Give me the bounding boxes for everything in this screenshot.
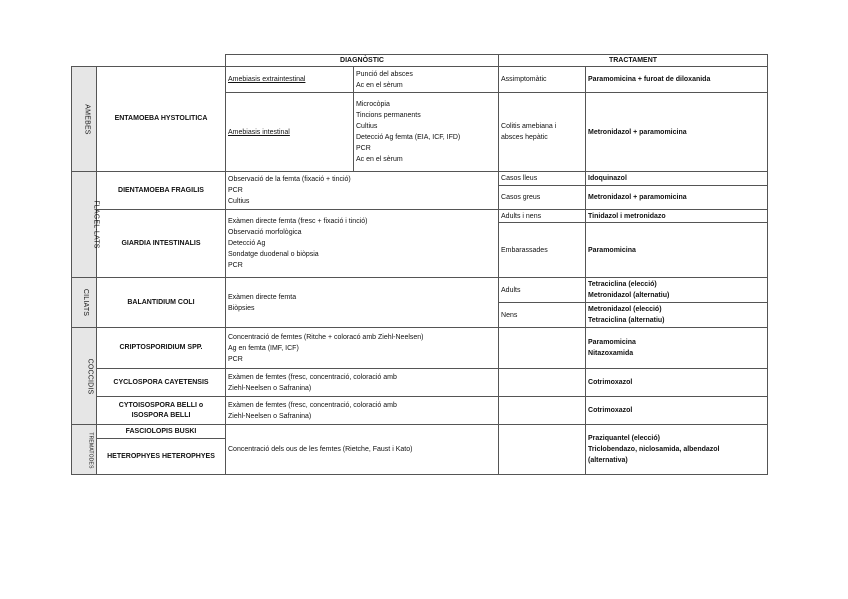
amebiasis-extraintestinal-label: Amebiasis extraintestinal [226,67,354,93]
cyclospora-treatment: Cotrimoxazol [586,369,768,397]
cystoisospora-diagnosis: Exàmen de femtes (fresc, concentració, coloració amb Ziehl-Neelsen o Safranina) [226,397,499,425]
treatment-header: TRACTAMENT [499,55,768,67]
group-amebes: AMEBES [72,67,97,172]
condition-adults: Adults [499,278,586,303]
organism-cryptosporidium: CRIPTOSPORIDIUM SPP. [97,328,226,369]
amebiasis-intestinal-label: Amebiasis intestinal [226,93,354,172]
treatment-severe: Metronidazol + paramomicina [586,186,768,210]
parasite-table [71,54,768,475]
condition-adults-children: Adults i nens [499,210,586,223]
condition-mild: Casos lleus [499,172,586,186]
balantidium-diagnosis: Exàmen directe femta Biòpsies [226,278,499,328]
condition-pregnant: Embarassades [499,223,586,278]
organism-cystoisospora: CYTOISOSPORA BELLI o ISOSPORA BELLI [97,397,226,425]
organism-balantidium: BALANTIDIUM COLI [97,278,226,328]
treatment-intestinal: Metronidazol + paramomicina [586,93,768,172]
condition-severe: Casos greus [499,186,586,210]
organism-entamoeba: ENTAMOEBA HYSTOLITICA [97,67,226,172]
organism-cyclospora: CYCLOSPORA CAYETENSIS [97,369,226,397]
giardia-diagnosis: Exàmen directe femta (fresc + fixació i tinció) Observació morfològica Detecció Ag Sondatge duodenal o biòpsia PCR [226,210,499,278]
condition-colitis: Colitis amebiana i absces hepàtic [499,93,586,172]
cryptosporidium-treatment: Paramomicina Nitazoxamida [586,328,768,369]
organism-dientamoeba: DIENTAMOEBA FRAGILIS [97,172,226,210]
treatment-extraintestinal: Paramomicina + furoat de diloxanida [586,67,768,93]
intestinal-methods: Microcòpia Tincions permanents Cultius Detecció Ag femta (EIA, ICF, IFD) PCR Ac en el sèrum [354,93,499,172]
diagnostic-header: DIAGNÒSTIC [226,55,499,67]
condition-children: Nens [499,303,586,328]
trematodes-diagnosis: Concentració dels ous de les femtes (Rietche, Faust i Kato) [226,425,499,475]
group-coccidis: COCCIDIS [72,328,97,425]
treatment-pregnant: Paramomicina [586,223,768,278]
treatment-adults: Tetraciclina (elecció) Metronidazol (alternatiu) [586,278,768,303]
treatment-mild: Idoquinazol [586,172,768,186]
cryptosporidium-diagnosis: Concentració de femtes (Ritche + coloracó amb Ziehl-Neelsen) Ag en femta (IMF, ICF) PCR [226,328,499,369]
organism-heterophyes: HETEROPHYES HETEROPHYES [97,439,226,475]
cystoisospora-treatment: Cotrimoxazol [586,397,768,425]
organism-giardia: GIARDIA INTESTINALIS [97,210,226,278]
condition-assimptomatic: Assimptomàtic [499,67,586,93]
group-flagellats: FLAGEL·LATS [72,172,97,278]
cyclospora-diagnosis: Exàmen de femtes (fresc, concentració, coloració amb Ziehl-Neelsen o Safranina) [226,369,499,397]
treatment-children: Metronidazol (elecció) Tetraciclina (alternatiu) [586,303,768,328]
extraintestinal-methods: Punció del absces Ac en el sèrum [354,67,499,93]
organism-fasciolopsis: FASCIOLOPIS BUSKI [97,425,226,439]
trematodes-treatment: Praziquantel (elecció) Triclobendazo, niclosamida, albendazol (alternativa) [586,425,768,475]
dientamoeba-diagnosis: Observació de la femta (fixació + tinció) PCR Cultius [226,172,499,210]
group-trematodes: TREMATODES [72,425,97,475]
group-ciliats: CILIATS [72,278,97,328]
treatment-adults-children: Tinidazol i metronidazo [586,210,768,223]
